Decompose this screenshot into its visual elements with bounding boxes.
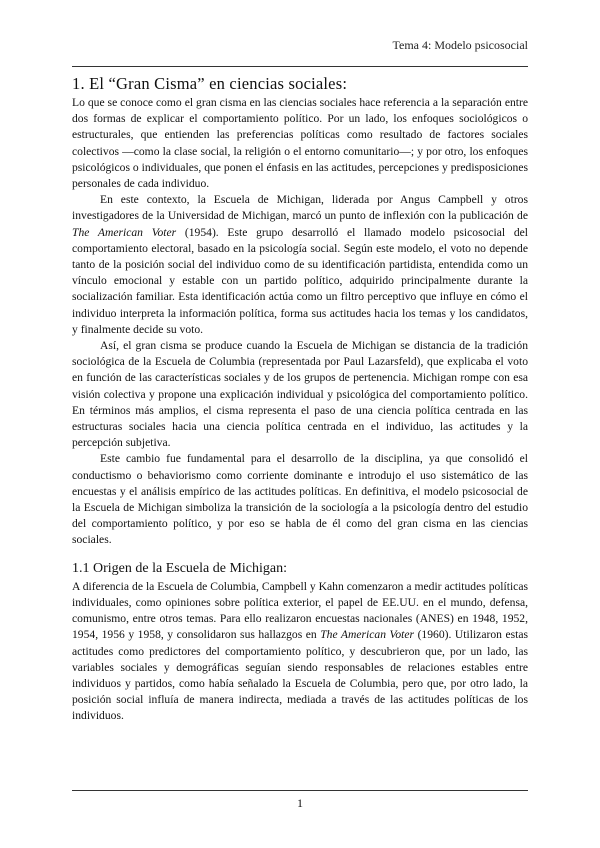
book-title: The American Voter [320, 628, 415, 642]
header-divider [72, 66, 528, 67]
page-content [72, 70, 528, 725]
paragraph [72, 579, 528, 725]
subsection-heading: 1.1 Origen de la Escuela de Michigan: [72, 560, 287, 576]
paragraph [72, 192, 528, 338]
paragraph: Este cambio fue fundamental para el desarrollo de la disciplina, ya que consolidó el conductismo o behaviorismo como corriente dominante e introdujo el uso sistemático de las encuestas y el análisis empírico de las actitudes políticas. En definitiva, el modelo psicosocial de la Escuela de Michigan simboliza la transición de la sociología a la psicología dentro del estudio del comportamiento político, y por eso se habla de él como del gran cisma en las ciencias sociales. [72, 452, 528, 547]
paragraph-text: En este contexto, la Escuela de Michigan, liderada por Angus Campbell y otros investigadores de la Universidad de Michigan, marcó un punto de inflexión con la publicación de [72, 193, 528, 223]
paragraph-text: A diferencia de la Escuela de Columbia, Campbell y Kahn comenzaron a medir actitudes políticas individuales, como opiniones sobre política exterior, el papel de EE.UU. en el mundo, defensa, comunismo, entre otros temas. Para ello realizaron encuestas nacionales (ANES) en 1948, 1952, 1954, 1956 y 1958, y consolidaron sus hallazgos en [72, 579, 528, 642]
book-title: The American Voter [72, 225, 177, 239]
paragraph-text: (1954). Este grupo desarrolló el llamado modelo psicosocial del comportamiento electoral, basado en la psicología social. Según este modelo, el voto no depende tanto de la posición social del individuo como de su identificación partidista, entendida como un vínculo emocional y estable con un partido político, adquirido principalmente durante la socialización familiar. Esta identificación actúa como un filtro perceptivo que influye en cómo el individuo interpreta la información política, forma sus actitudes hacia los temas y los candidatos, y finalmente decide su voto. [72, 225, 528, 336]
page-number: 1 [297, 796, 303, 810]
footer-divider [72, 790, 528, 791]
section-heading: 1. El “Gran Cisma” en ciencias sociales: [72, 74, 348, 93]
running-header: Tema 4: Modelo psicosocial [392, 38, 528, 52]
paragraph: Así, el gran cisma se produce cuando la Escuela de Michigan se distancia de la tradición sociológica de la Escuela de Columbia (representada por Paul Lazarsfeld), que explicaba el voto en función de las características sociales y de los grupos de pertenencia. Michigan rompe con esa visión colectiva y propone una explicación individual y psicológica del comportamiento político. En términos más amplios, el cisma representa el paso de una ciencia política centrada en las estructuras sociales hacia una ciencia política centrada en el individuo, las actitudes y la percepción subjetiva. [72, 339, 528, 450]
paragraph-text: (1960). Utilizaron estas actitudes como predictores del comportamiento político, y descubrieron que, por un lado, las variables sociales y demográficas seguían siendo responsables de relaciones estables entre individuos y partidos, como había señalado la Escuela de Columbia, pero que, por otro lado, la posición social influía de manera indirecta, mediada a través de las actitudes políticas de los individuos. [72, 628, 528, 723]
paragraph: Lo que se conoce como el gran cisma en las ciencias sociales hace referencia a la separación entre dos formas de explicar el comportamiento político. Por un lado, los enfoques sociológicos o estructurales, que entienden las preferencias políticas como resultado de factores sociales colectivos —como la clase social, la religión o el entorno comunitario—; y por otro, los enfoques psicológicos o individuales, que ponen el énfasis en las actitudes, percepciones y predisposiciones personales de cada individuo. [72, 96, 528, 191]
